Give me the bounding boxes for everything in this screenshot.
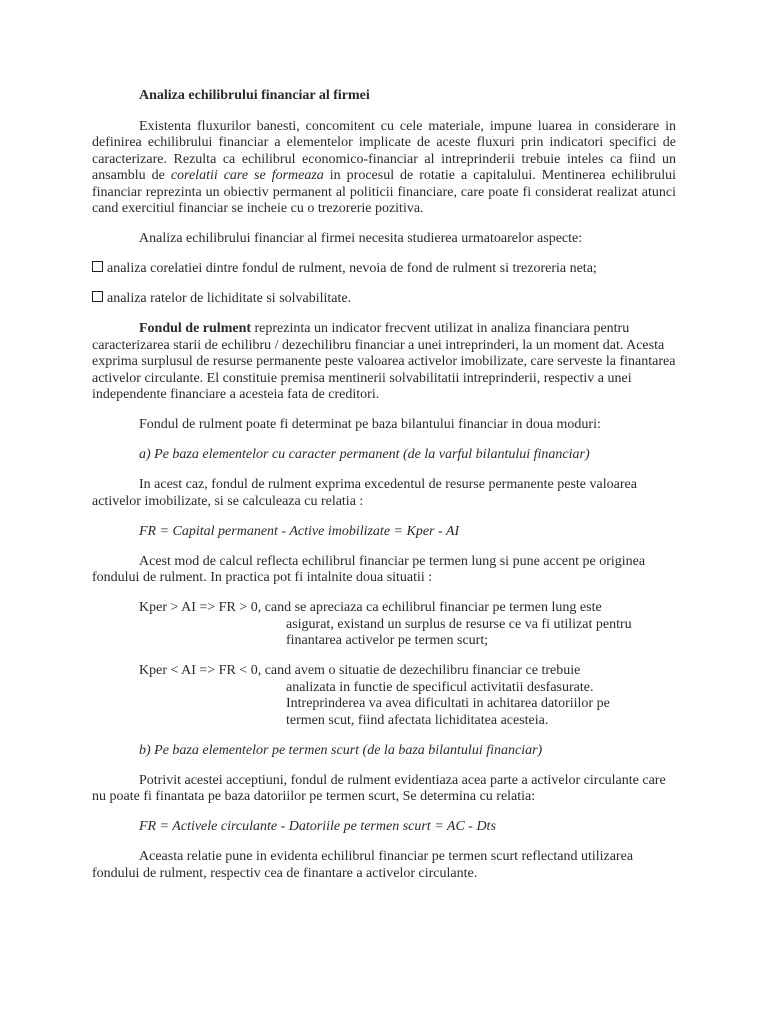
two-modes-paragraph: Fondul de rulment poate fi determinat pe baza bilantului financiar in doua moduri: [139, 417, 601, 432]
checkbox-icon [92, 261, 103, 272]
intro-italic-text: corelatii care se formeaza [170, 168, 324, 183]
intro-text-1: Existenta fluxurilor banesti, concomitent cu cele materiale, impune luarea in considerare in definirea echilibrului financiar a elementelor implicate de aceste fluxuri prin indicatori specifici de caracterizare. Rezulta ca echilibrul economico-financiar al intreprinderii trebuie inteles ca fiind un ansamblu de [92, 118, 676, 183]
aspect-item-2 [92, 291, 676, 308]
long-term-paragraph: Acest mod de calcul reflecta echilibrul financiar pe termen lung si pune accent pe originea fondului de rulment. In practica pot fi intalnite doua situatii : [92, 553, 646, 585]
checkbox-icon [92, 291, 103, 302]
document-title: Analiza echilibrului financiar al firmei [139, 88, 370, 103]
case-2-head: Kper < AI => FR < 0, cand avem o situatie de dezechilibru financiar ce trebuie [139, 663, 581, 678]
case-2-line-1: analizata in functie de specificul activitatii desfasurate. [286, 679, 594, 695]
mode-b-heading: b) Pe baza elementelor pe termen scurt (de la baza bilantului financiar) [139, 742, 543, 758]
mode-a-heading: a) Pe baza elementelor cu caracter permanent (de la varful bilantului financiar) [139, 447, 590, 462]
intro-text-2: in procesul de rotatie a capitalului. Mentinerea echilibrului financiar reprezinta un obiectiv permanent al politicii financiare, care poate fi considerat realizat atunci cand exercitiul financiar se incheie cu o trezorerie pozitiva. [92, 168, 676, 216]
short-term-paragraph: Aceasta relatie pune in evidenta echilibrul financiar pe termen scurt reflectand utilizarea fondului de rulment, respectiv cea de finantare a activelor circulante. [92, 849, 634, 881]
case-1-line-1: asigurat, existand un surplus de resurse ce va fi utilizat pentru [286, 616, 632, 632]
intro-paragraph [92, 119, 676, 218]
case-1 [92, 600, 676, 650]
aspect-text-1: analiza corelatiei dintre fondul de rulment, nevoia de fond de rulment si trezoreria neta; [107, 261, 597, 276]
case-1-head: Kper > AI => FR > 0, cand se apreciaza ca echilibrul financiar pe termen lung este [139, 600, 602, 615]
fr-definition-paragraph [92, 321, 676, 404]
document-page [92, 88, 676, 896]
formula-a: FR = Capital permanent - Active imobilizate = Kper - AI [139, 523, 460, 539]
formula-b: FR = Activele circulante - Datoriile pe termen scurt = AC - Dts [139, 819, 496, 834]
aspect-item-1 [92, 261, 676, 278]
fr-term: Fondul de rulment [139, 321, 252, 336]
case-1-line-2: finantarea activelor pe termen scurt; [286, 633, 489, 648]
case-2 [92, 663, 676, 729]
mode-a-paragraph: In acest caz, fondul de rulment exprima excedentul de resurse permanente peste valoarea activelor imobilizate, si se calculeaza cu relatia : [92, 477, 637, 509]
case-2-line-3: termen scut, fiind afectata lichiditatea acesteia. [286, 712, 549, 728]
mode-b-paragraph: Potrivit acestei acceptiuni, fondul de rulment evidentiaza acea parte a activelor circulante care nu poate fi finantata pe baza datoriilor pe termen scurt, Se determina cu relatia: [92, 772, 666, 804]
case-2-line-2: Intreprinderea va avea dificultati in achitarea datoriilor pe [286, 696, 610, 711]
fr-definition-text: reprezinta un indicator frecvent utilizat in analiza financiara pentru caracterizarea starii de echilibru / dezechilibru financiar a unei intreprinderi, la un moment dat. Acesta exprima surplusul de resurse permanente peste valoarea activelor imobilizate, care serveste la finantarea activelor circulante. El constituie premisa mentinerii solvabilitatii intreprinderii, respectiv a unei independente financiare a acesteia fata de creditori. [92, 321, 676, 402]
aspect-text-2: analiza ratelor de lichiditate si solvabilitate. [107, 291, 352, 306]
aspects-intro-paragraph: Analiza echilibrului financiar al firmei necesita studierea urmatoarelor aspecte: [139, 231, 583, 246]
